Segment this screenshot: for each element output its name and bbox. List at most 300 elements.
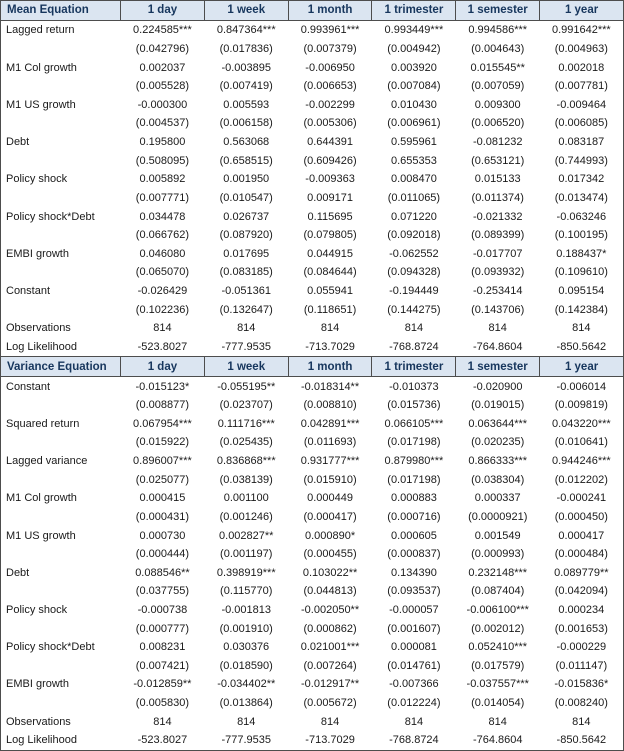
table-row: [1, 189, 624, 208]
coefficient-value: 0.000337: [474, 492, 521, 505]
coefficient-value: 0.847364***: [216, 24, 276, 37]
std-error-value: (0.006961): [387, 117, 441, 130]
table-row: [1, 319, 624, 338]
coefficient-value: -0.000300: [137, 98, 188, 111]
panel-header-row: [1, 357, 624, 377]
coefficient-value: -0.007366: [389, 678, 439, 691]
column-header: 1 trimester: [372, 357, 456, 377]
coefficient-value: 0.005593: [223, 98, 270, 111]
table-row: [1, 114, 624, 133]
table-row: [1, 263, 624, 282]
coefficient-value: -0.001813: [221, 603, 272, 616]
std-error-value: (0.132647): [219, 303, 273, 316]
coefficient-value: 0.001100: [223, 492, 269, 505]
coefficient-value: 0.046080: [139, 247, 186, 260]
row-label-empty: [1, 189, 121, 208]
row-label-empty: [1, 545, 121, 564]
table-row: [1, 694, 624, 713]
std-error-value: (0.093932): [471, 266, 525, 279]
std-error-value: (0.006085): [554, 117, 608, 130]
std-error-value: (0.013474): [554, 191, 608, 204]
coefficient-value: -0.012917**: [301, 678, 360, 691]
column-header: 1 week: [204, 1, 288, 21]
table-row: [1, 731, 624, 751]
std-error-value: (0.005672): [303, 697, 357, 710]
row-label-empty: [1, 582, 121, 601]
std-error-value: (0.044813): [303, 585, 357, 598]
std-error-value: (0.007421): [135, 659, 190, 672]
table-row: [1, 433, 624, 452]
coefficient-value: 0.042891***: [300, 417, 360, 430]
summary-value: 814: [572, 715, 591, 728]
coefficient-value: -0.002050**: [301, 603, 360, 616]
coefficient-value: 0.595961: [390, 136, 437, 149]
table-row: [1, 207, 624, 226]
std-error-value: (0.001197): [220, 548, 273, 561]
summary-value: -850.5642: [556, 340, 607, 353]
std-error-value: (0.658515): [219, 154, 273, 167]
coefficient-value: -0.012859**: [133, 678, 192, 691]
coefficient-value: 0.944246***: [551, 455, 611, 468]
row-label-empty: [1, 263, 121, 282]
row-label: Constant: [6, 380, 51, 393]
std-error-value: (0.000862): [303, 622, 357, 635]
panel-header-row: [1, 1, 624, 21]
summary-value: 814: [153, 715, 172, 728]
summary-value: 814: [488, 322, 507, 335]
row-label: Debt: [6, 136, 30, 149]
std-error-value: (0.000444): [135, 548, 190, 561]
summary-value: 814: [488, 715, 507, 728]
coefficient-value: -0.009464: [556, 98, 607, 111]
std-error-value: (0.037755): [135, 585, 190, 598]
std-error-value: (0.000417): [303, 510, 357, 523]
coefficient-value: -0.000229: [556, 641, 607, 654]
row-label: Lagged variance: [6, 455, 88, 468]
std-error-value: (0.007419): [219, 80, 273, 93]
coefficient-value: 0.000417: [558, 529, 605, 542]
coefficient-value: 0.071220: [390, 210, 437, 223]
table-row: [1, 170, 624, 189]
std-error-value: (0.001246): [219, 510, 273, 523]
summary-value: -768.8724: [389, 340, 439, 353]
coefficient-value: 0.195800: [139, 136, 186, 149]
coefficient-value: 0.066105***: [384, 417, 444, 430]
row-label: Observations: [6, 322, 71, 335]
coefficient-value: -0.000057: [389, 603, 439, 616]
std-error-value: (0.000455): [303, 548, 357, 561]
coefficient-value: 0.836868***: [216, 455, 276, 468]
coefficient-value: 0.000234: [558, 603, 605, 616]
std-error-value: (0.001653): [554, 622, 608, 635]
std-error-value: (0.087920): [219, 229, 273, 242]
column-header: 1 semester: [456, 1, 540, 21]
std-error-value: (0.093537): [387, 585, 441, 598]
summary-value: 814: [237, 715, 256, 728]
std-error-value: (0.118651): [303, 303, 357, 316]
std-error-value: (0.005830): [135, 697, 190, 710]
coefficient-value: -0.018314**: [301, 380, 360, 393]
coefficient-value: -0.009363: [305, 173, 355, 186]
coefficient-value: -0.021332: [472, 210, 523, 223]
coefficient-value: 0.232148***: [468, 566, 528, 579]
coefficient-value: 0.052410***: [468, 641, 528, 654]
std-error-value: (0.000777): [135, 622, 190, 635]
std-error-value: (0.011147): [555, 659, 608, 672]
std-error-value: (0.065070): [135, 266, 190, 279]
summary-value: -764.8604: [472, 734, 523, 747]
std-error-value: (0.008877): [135, 399, 190, 412]
std-error-value: (0.011693): [303, 436, 357, 449]
coefficient-value: -0.017707: [472, 247, 523, 260]
std-error-value: (0.038304): [471, 473, 525, 486]
summary-value: -713.7029: [305, 340, 355, 353]
column-header: 1 day: [121, 1, 205, 21]
row-label-empty: [1, 470, 121, 489]
coefficient-value: 0.993449***: [384, 24, 444, 37]
coefficient-value: 0.000730: [139, 529, 186, 542]
table-row: [1, 396, 624, 415]
coefficient-value: 0.000081: [390, 641, 437, 654]
summary-value: 814: [320, 715, 340, 728]
summary-value: -523.8027: [137, 340, 188, 353]
row-label-empty: [1, 40, 121, 59]
row-label-empty: [1, 114, 121, 133]
coefficient-value: 0.030376: [223, 641, 270, 654]
coefficient-value: 0.009300: [474, 98, 521, 111]
coefficient-value: 0.398919***: [216, 566, 276, 579]
std-error-value: (0.014761): [387, 659, 441, 672]
table-row: [1, 20, 624, 39]
row-label: Constant: [6, 284, 51, 297]
std-error-value: (0.000484): [554, 548, 608, 561]
std-error-value: (0.100195): [554, 229, 608, 242]
std-error-value: (0.017836): [219, 43, 273, 56]
coefficient-value: 0.008231: [139, 641, 186, 654]
row-label-empty: [1, 433, 121, 452]
coefficient-value: 0.000449: [307, 492, 354, 505]
std-error-value: (0.010641): [554, 436, 608, 449]
row-label: Policy shock: [6, 603, 68, 616]
std-error-value: (0.017198): [387, 436, 441, 449]
summary-value: -777.9535: [221, 734, 272, 747]
coefficient-value: 0.931777***: [300, 455, 360, 468]
coefficient-value: -0.055195**: [217, 380, 276, 393]
std-error-value: (0.006520): [471, 117, 525, 130]
table-row: [1, 244, 624, 263]
coefficient-value: -0.002299: [305, 98, 355, 111]
coefficient-value: -0.194449: [389, 284, 439, 297]
coefficient-value: -0.015836*: [554, 678, 609, 691]
coefficient-value: 0.044915: [307, 247, 354, 260]
coefficient-value: -0.026429: [137, 284, 188, 297]
row-label-empty: [1, 694, 121, 713]
std-error-value: (0.001607): [387, 622, 441, 635]
coefficient-value: 0.005892: [139, 173, 186, 186]
row-label: Lagged return: [6, 24, 75, 37]
row-label: Policy shock*Debt: [6, 210, 95, 223]
coefficient-value: 0.017342: [558, 173, 605, 186]
table-row: [1, 226, 624, 245]
coefficient-value: -0.010373: [389, 380, 439, 393]
std-error-value: (0.017579): [471, 659, 525, 672]
std-error-value: (0.011374): [471, 191, 524, 204]
row-label: Log Likelihood: [6, 340, 77, 353]
std-error-value: (0.609426): [303, 154, 357, 167]
summary-value: 814: [572, 322, 591, 335]
table-row: [1, 712, 624, 731]
row-label-empty: [1, 77, 121, 96]
std-error-value: (0.006653): [303, 80, 357, 93]
std-error-value: (0.089399): [471, 229, 525, 242]
row-label: Debt: [6, 566, 30, 579]
panel-title: Variance Equation: [1, 357, 121, 377]
column-header: 1 month: [288, 1, 372, 21]
table-row: [1, 452, 624, 471]
table-row: [1, 675, 624, 694]
std-error-value: (0.142384): [554, 303, 608, 316]
table-row: [1, 377, 624, 396]
coefficient-value: 0.017695: [223, 247, 270, 260]
coefficient-value: -0.000738: [137, 603, 188, 616]
coefficient-value: 0.134390: [390, 566, 437, 579]
row-label-empty: [1, 300, 121, 319]
std-error-value: (0.012202): [554, 473, 608, 486]
std-error-value: (0.018590): [219, 659, 273, 672]
table-row: [1, 489, 624, 508]
table-row: [1, 601, 624, 620]
column-header: 1 week: [204, 357, 288, 377]
coefficient-value: 0.089779**: [554, 566, 609, 579]
std-error-value: (0.083185): [219, 266, 273, 279]
std-error-value: (0.744993): [554, 154, 608, 167]
std-error-value: (0.005306): [303, 117, 357, 130]
table-row: [1, 415, 624, 434]
table-row: [1, 96, 624, 115]
row-label: M1 US growth: [6, 529, 76, 542]
row-label: Log Likelihood: [6, 734, 77, 747]
coefficient-value: -0.081232: [472, 136, 523, 149]
std-error-value: (0.007781): [554, 80, 608, 93]
summary-value: -850.5642: [556, 734, 607, 747]
table-row: [1, 470, 624, 489]
coefficient-value: 0.115695: [307, 210, 353, 223]
row-label: Policy shock: [6, 173, 68, 186]
std-error-value: (0.102236): [135, 303, 190, 316]
table-row: [1, 526, 624, 545]
coefficient-value: 0.879980***: [384, 455, 444, 468]
coefficient-value: 0.002037: [139, 61, 186, 74]
summary-value: 814: [153, 322, 172, 335]
std-error-value: (0.653121): [471, 154, 525, 167]
std-error-value: (0.007084): [387, 80, 441, 93]
std-error-value: (0.014054): [471, 697, 525, 710]
table-row: [1, 133, 624, 152]
std-error-value: (0.042796): [135, 43, 190, 56]
summary-value: -777.9535: [221, 340, 272, 353]
std-error-value: (0.009819): [554, 399, 608, 412]
coefficient-value: 0.088546**: [135, 566, 190, 579]
coefficient-value: 0.021001***: [300, 641, 360, 654]
std-error-value: (0.087404): [471, 585, 525, 598]
table-row: [1, 545, 624, 564]
row-label: Squared return: [6, 417, 80, 430]
coefficient-value: -0.051361: [221, 284, 272, 297]
std-error-value: (0.004963): [554, 43, 608, 56]
std-error-value: (0.508095): [135, 154, 190, 167]
coefficient-value: 0.000415: [139, 492, 186, 505]
std-error-value: (0.011065): [387, 191, 441, 204]
coefficient-value: 0.000605: [390, 529, 437, 542]
coefficient-value: -0.020900: [472, 380, 523, 393]
std-error-value: (0.019015): [471, 399, 525, 412]
table-row: [1, 300, 624, 319]
coefficient-value: 0.994586***: [468, 24, 528, 37]
std-error-value: (0.115770): [220, 585, 273, 598]
std-error-value: (0.020235): [471, 436, 525, 449]
coefficient-value: 0.224585***: [133, 24, 192, 37]
std-error-value: (0.013864): [219, 697, 273, 710]
coefficient-value: 0.103022**: [302, 566, 358, 579]
coefficient-value: 0.991642***: [551, 24, 611, 37]
summary-value: -764.8604: [472, 340, 523, 353]
std-error-value: (0.001910): [219, 622, 273, 635]
column-header: 1 semester: [456, 357, 540, 377]
table-row: [1, 77, 624, 96]
row-label: EMBI growth: [6, 247, 69, 260]
coefficient-value: 0.015133: [474, 173, 521, 186]
std-error-value: (0.000993): [471, 548, 525, 561]
column-header: 1 year: [540, 357, 624, 377]
row-label: Observations: [6, 715, 71, 728]
column-header: 1 year: [540, 1, 624, 21]
coefficient-value: -0.063246: [556, 210, 607, 223]
summary-value: -768.8724: [389, 734, 439, 747]
std-error-value: (0.025077): [135, 473, 190, 486]
coefficient-value: -0.006014: [556, 380, 607, 393]
summary-value: 814: [404, 322, 424, 335]
std-error-value: (0.143706): [471, 303, 525, 316]
table-row: [1, 58, 624, 77]
coefficient-value: 0.015545**: [470, 61, 525, 74]
coefficient-value: 0.055941: [307, 284, 354, 297]
table-row: [1, 563, 624, 582]
coefficient-value: 0.002827**: [219, 529, 274, 542]
table-row: [1, 582, 624, 601]
coefficient-value: 0.034478: [139, 210, 186, 223]
summary-value: 814: [237, 322, 256, 335]
coefficient-value: 0.008470: [390, 173, 437, 186]
std-error-value: (0.005528): [135, 80, 190, 93]
coefficient-value: 0.010430: [390, 98, 437, 111]
std-error-value: (0.042094): [554, 585, 608, 598]
std-error-value: (0.007059): [471, 80, 525, 93]
std-error-value: (0.004643): [471, 43, 525, 56]
std-error-value: (0.079805): [303, 229, 357, 242]
row-label-empty: [1, 226, 121, 245]
row-label-empty: [1, 396, 121, 415]
row-label: M1 Col growth: [6, 61, 77, 74]
table-row: [1, 508, 624, 527]
coefficient-value: 0.003920: [390, 61, 437, 74]
std-error-value: (0.023707): [219, 399, 273, 412]
row-label: M1 Col growth: [6, 492, 77, 505]
row-label-empty: [1, 508, 121, 527]
std-error-value: (0.015736): [387, 399, 441, 412]
column-header: 1 day: [121, 357, 205, 377]
std-error-value: (0.006158): [219, 117, 273, 130]
std-error-value: (0.092018): [387, 229, 441, 242]
coefficient-value: 0.111716***: [217, 417, 275, 430]
std-error-value: (0.008240): [554, 697, 608, 710]
std-error-value: (0.004537): [135, 117, 190, 130]
summary-value: 814: [404, 715, 424, 728]
summary-value: 814: [320, 322, 340, 335]
std-error-value: (0.015910): [303, 473, 357, 486]
coefficient-value: 0.644391: [307, 136, 354, 149]
coefficient-value: 0.095154: [558, 284, 605, 297]
coefficient-value: -0.000241: [556, 492, 607, 505]
coefficient-value: 0.896007***: [133, 455, 192, 468]
std-error-value: (0.000716): [387, 510, 441, 523]
std-error-value: (0.007379): [303, 43, 357, 56]
coefficient-value: 0.083187: [558, 136, 605, 149]
coefficient-value: 0.026737: [223, 210, 270, 223]
row-label-empty: [1, 657, 121, 676]
coefficient-value: 0.000883: [390, 492, 437, 505]
std-error-value: (0.0000921): [468, 510, 528, 523]
std-error-value: (0.144275): [387, 303, 441, 316]
std-error-value: (0.002012): [471, 622, 525, 635]
table-row: [1, 151, 624, 170]
coefficient-value: 0.067954***: [133, 417, 192, 430]
coefficient-value: 0.001549: [474, 529, 521, 542]
coefficient-value: 0.063644***: [468, 417, 528, 430]
table-row: [1, 619, 624, 638]
table-row: [1, 657, 624, 676]
row-label-empty: [1, 151, 121, 170]
coefficient-value: -0.037557***: [466, 678, 529, 691]
table-row: [1, 282, 624, 301]
row-label: M1 US growth: [6, 98, 76, 111]
coefficient-value: 0.188437*: [556, 247, 607, 260]
column-header: 1 month: [288, 357, 372, 377]
panel-title: Mean Equation: [1, 1, 121, 21]
row-label: EMBI growth: [6, 678, 69, 691]
coefficient-value: 0.002018: [558, 61, 605, 74]
coefficient-value: -0.253414: [472, 284, 523, 297]
std-error-value: (0.084644): [303, 266, 357, 279]
std-error-value: (0.007771): [135, 191, 190, 204]
std-error-value: (0.038139): [219, 473, 273, 486]
summary-value: -713.7029: [305, 734, 355, 747]
std-error-value: (0.025435): [219, 436, 273, 449]
coefficient-value: -0.006100***: [466, 603, 529, 616]
std-error-value: 0.655353: [390, 154, 437, 167]
std-error-value: 0.009171: [307, 191, 354, 204]
std-error-value: (0.017198): [387, 473, 441, 486]
coefficient-value: -0.003895: [221, 61, 272, 74]
coefficient-value: 0.563068: [223, 136, 270, 149]
row-label: Policy shock*Debt: [6, 641, 95, 654]
row-label-empty: [1, 619, 121, 638]
std-error-value: (0.109610): [554, 266, 608, 279]
coefficient-value: -0.062552: [389, 247, 439, 260]
std-error-value: (0.004942): [387, 43, 441, 56]
summary-value: -523.8027: [137, 734, 188, 747]
table-row: [1, 40, 624, 59]
std-error-value: (0.000450): [554, 510, 608, 523]
